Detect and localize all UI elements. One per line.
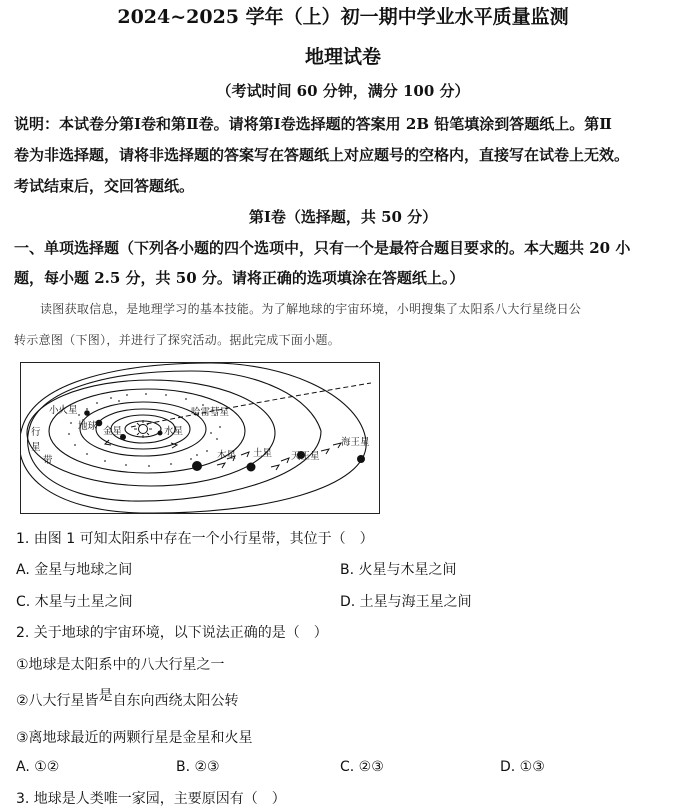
mercury-planet — [158, 431, 163, 436]
question-1-option-a[interactable]: A. 金星与地球之间 — [16, 562, 133, 578]
jupiter-planet — [192, 461, 202, 471]
question-2-option-d[interactable]: D. ①③ — [500, 759, 545, 775]
section-title: 第Ⅰ卷（选择题，共 50 分） — [248, 208, 438, 226]
question-2-stem: 2. 关于地球的宇宙环境，以下说法正确的是（ ） — [16, 625, 328, 641]
exam-title: 2024~2025 学年（上）初一期中学业水平质量监测 — [117, 6, 569, 28]
question-2-statement-3: ③离地球最近的两颗行星是金星和火星 — [16, 730, 253, 746]
uranus-label: 天王星 — [291, 451, 320, 462]
lead-text-line-2: 转示意图（下图），并进行了探究活动。据此完成下面小题。 — [14, 333, 341, 347]
question-1-option-d[interactable]: D. 土星与海王星之间 — [340, 594, 472, 610]
section-heading-line-2: 题，每小题 2.5 分，共 50 分。请将正确的选项填涂在答题纸上。） — [14, 269, 465, 287]
sun-icon — [134, 420, 152, 438]
question-2-option-c[interactable]: C. ②③ — [340, 759, 384, 775]
question-1-option-c[interactable]: C. 木星与土星之间 — [16, 594, 133, 610]
earth-label: 地球 — [78, 421, 98, 432]
neptune-planet — [357, 455, 365, 463]
orbit-neptune — [21, 363, 366, 513]
exam-info: （考试时间 60 分钟，满分 100 分） — [216, 82, 470, 100]
statement-2-part-a: ②八大行星皆 — [16, 693, 99, 709]
venus-label: 金星 — [103, 426, 123, 437]
saturn-label: 土星 — [253, 448, 273, 459]
question-2-option-a[interactable]: A. ①② — [16, 759, 60, 775]
neptune-label: 海王星 — [341, 437, 370, 448]
orbit-saturn — [27, 380, 275, 486]
section-heading-line-1: 一、单项选择题（下列各小题的四个选项中，只有一个是最符合题目要求的。本大题共 20 小 — [14, 239, 631, 257]
mars-label: 小火星 — [49, 405, 78, 416]
question-2-statement-1: ①地球是太阳系中的八大行星之一 — [16, 657, 225, 673]
saturn-planet — [247, 463, 256, 472]
statement-2-part-b: 自东向西绕太阳公转 — [112, 693, 239, 709]
instructions-line-2: 卷为非选择题，请将非选择题的答案写在答题纸上对应题号的空格内，直接写在试卷上无效。 — [14, 146, 630, 164]
question-2-option-b[interactable]: B. ②③ — [176, 759, 220, 775]
mercury-label: 水星 — [164, 426, 184, 437]
asteroid-belt-label-1: 行 — [31, 427, 41, 438]
lead-text-line-1: 读图获取信息，是地理学习的基本技能。为了解地球的宇宙环境，小明搜集了太阳系八大行星绕日公 — [40, 302, 582, 316]
statement-2-raised-char: 是 — [98, 688, 113, 704]
asteroid-belt-label-3: 带 — [43, 455, 53, 466]
mars-planet — [84, 410, 90, 416]
halley-comet-label: 哈雷彗星 — [191, 407, 230, 418]
question-1-option-b[interactable]: B. 火星与木星之间 — [340, 562, 457, 578]
question-3-stem: 3. 地球是人类唯一家园，主要原因有（ ） — [16, 791, 286, 807]
question-2-statement-2 — [16, 690, 239, 710]
instructions-line-3: 考试结束后，交回答题纸。 — [14, 177, 195, 195]
question-1-stem: 1. 由图 1 可知太阳系中存在一个小行星带，其位于（ ） — [16, 531, 374, 547]
paper-subtitle: 地理试卷 — [304, 46, 381, 68]
instructions-line-1: 说明：本试卷分第Ⅰ卷和第Ⅱ卷。请将第Ⅰ卷选择题的答案用 2B 铅笔填涂到答题纸上。第Ⅱ — [14, 115, 612, 133]
asteroid-belt-label-2: 星 — [31, 442, 41, 453]
jupiter-label: 木星 — [217, 450, 237, 461]
solar-system-figure — [20, 362, 380, 514]
solar-system-diagram — [21, 363, 379, 513]
